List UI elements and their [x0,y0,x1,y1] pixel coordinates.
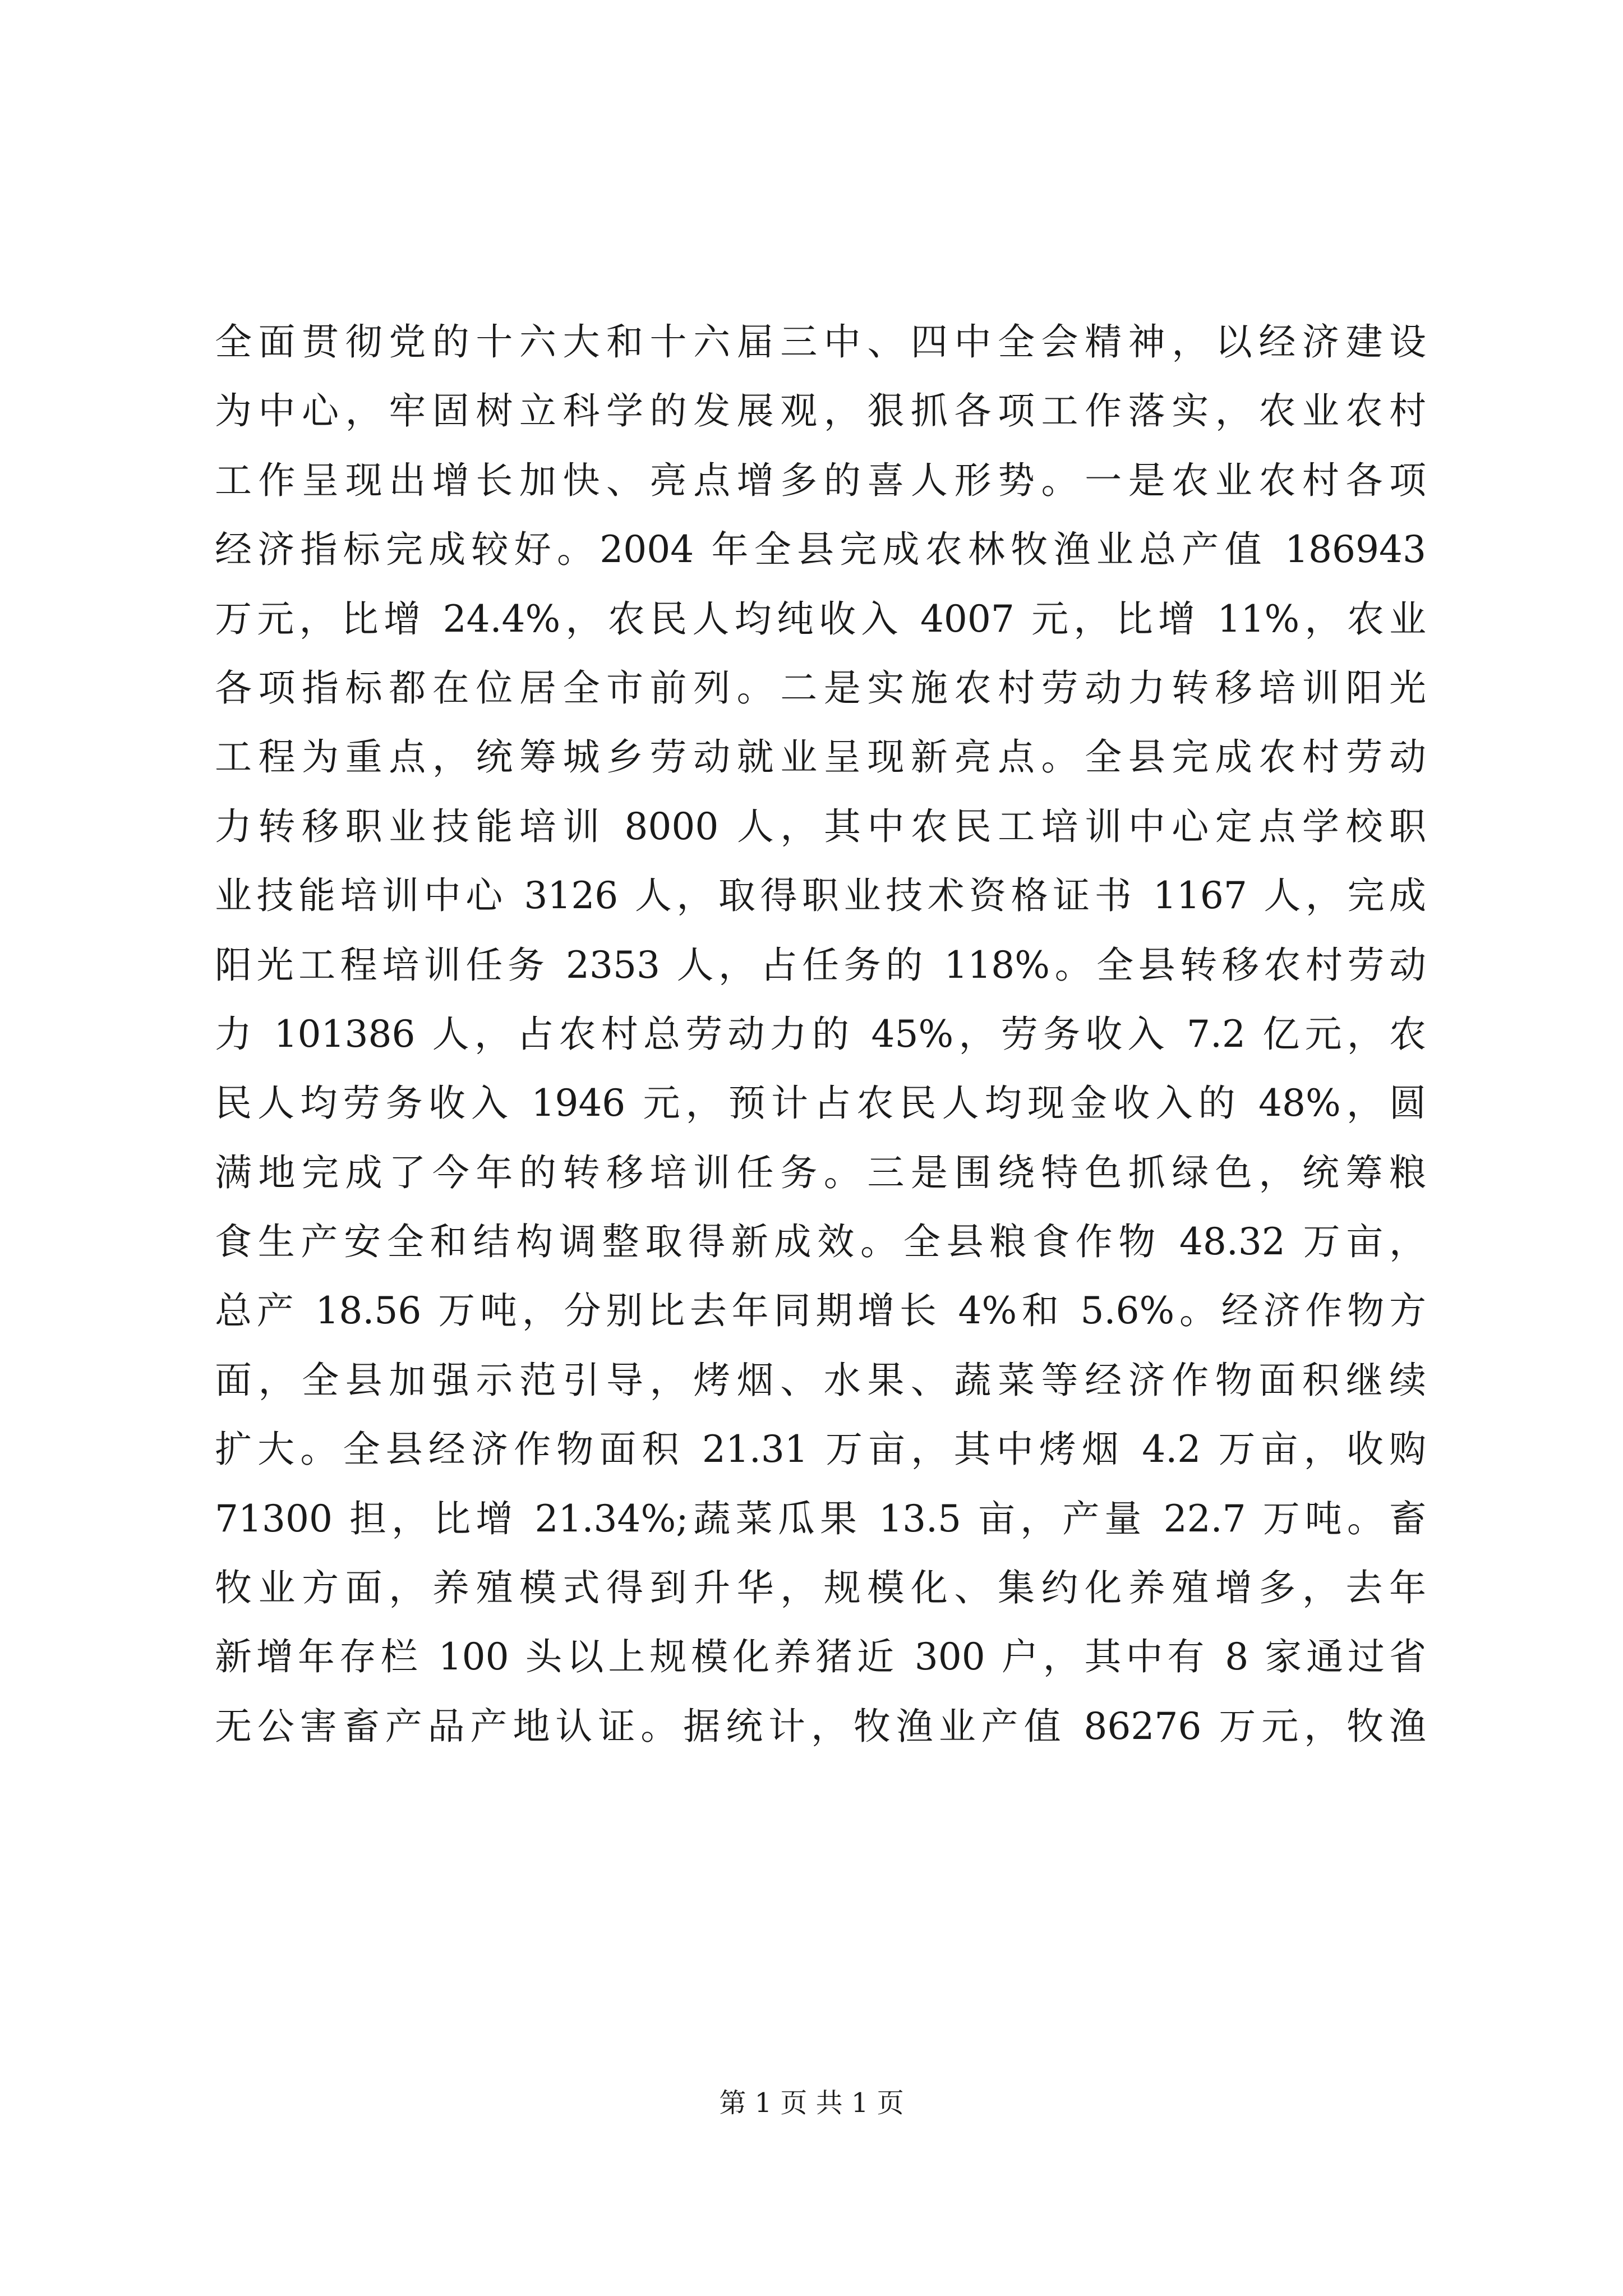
text-line: 民人均劳务收入 1946 元，预计占农民人均现金收入的 48%，圆 [215,1082,1426,1125]
text-line: 总产 18.56 万吨，分别比去年同期增长 4%和 5.6%。经济作物方 [215,1289,1426,1333]
text-line: 经济指标完成较好。2004 年全县完成农林牧渔业总产值 186943 [215,528,1426,572]
text-line: 无公害畜产品产地认证。据统计，牧渔业产值 86276 万元，牧渔 [215,1704,1426,1748]
text-line: 面，全县加强示范引导，烤烟、水果、蔬菜等经济作物面积继续 [215,1358,1426,1402]
text-line: 牧业方面，养殖模式得到升华，规模化、集约化养殖增多，去年 [215,1566,1426,1610]
text-line: 全面贯彻党的十六大和十六届三中、四中全会精神，以经济建设 [215,320,1426,364]
text-line: 工作呈现出增长加快、亮点增多的喜人形势。一是农业农村各项 [215,458,1426,502]
text-line: 满地完成了今年的转移培训任务。三是围绕特色抓绿色，统筹粮 [215,1151,1426,1194]
text-line: 71300 担，比增 21.34%;蔬菜瓜果 13.5 亩，产量 22.7 万吨。畜 [215,1497,1426,1540]
text-line: 工程为重点，统筹城乡劳动就业呈现新亮点。全县完成农村劳动 [215,735,1426,779]
text-line: 力转移职业技能培训 8000 人，其中农民工培训中心定点学校职 [215,804,1426,848]
text-line: 各项指标都在位居全市前列。二是实施农村劳动力转移培训阳光 [215,666,1426,710]
page-footer: 第 1 页 共 1 页 [719,2087,904,2119]
text-line: 力 101386 人，占农村总劳动力的 45%，劳务收入 7.2 亿元，农 [215,1012,1426,1056]
body-text [215,307,1426,1761]
text-line: 业技能培训中心 3126 人，取得职业技术资格证书 1167 人，完成 [215,874,1426,918]
text-line: 阳光工程培训任务 2353 人，占任务的 118%。全县转移农村劳动 [215,943,1426,987]
text-line: 为中心，牢固树立科学的发展观，狠抓各项工作落实，农业农村 [215,389,1426,433]
text-line: 万元，比增 24.4%，农民人均纯收入 4007 元，比增 11%，农业 [215,597,1426,641]
text-line: 扩大。全县经济作物面积 21.31 万亩，其中烤烟 4.2 万亩，收购 [215,1428,1426,1471]
text-line: 新增年存栏 100 头以上规模化养猪近 300 户，其中有 8 家通过省 [215,1635,1426,1679]
text-line: 食生产安全和结构调整取得新成效。全县粮食作物 48.32 万亩， [215,1220,1426,1264]
